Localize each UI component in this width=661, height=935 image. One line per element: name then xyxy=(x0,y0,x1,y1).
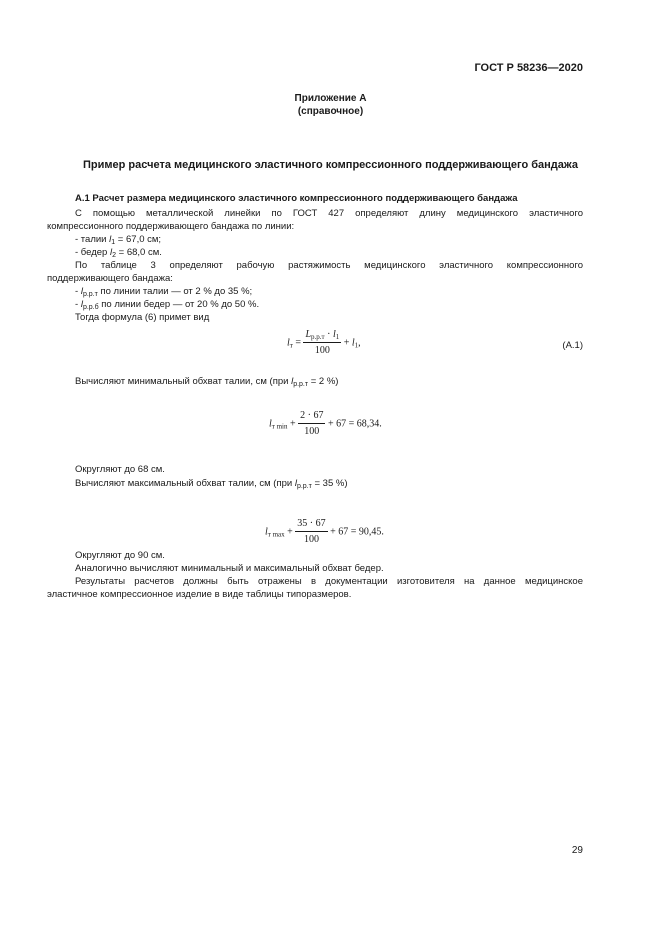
list-item-hip-stretch: - $l_{р.р.б}$ по линии бедер — от 20 % до 50 %. xyxy=(75,299,260,311)
section-heading: А.1 Расчет размера медицинского эластичного компрессионного поддерживающего бандажа xyxy=(75,193,518,204)
paragraph-2-line-2: поддерживающего бандажа: xyxy=(47,273,173,284)
page-number: 29 xyxy=(571,845,583,856)
formula-a1: $l_т$ = $\frac{L_{р.р.т} \cdot l_1}{100}$ + $l_1$, xyxy=(287,329,361,356)
list-item-waist-stretch: - $l_{р.р.т}$ по линии талии — от 2 % до 35 %; xyxy=(75,286,253,298)
paragraph-2-line-1: По таблице 3 определяют рабочую растяжимость медицинского эластичного компрессионного xyxy=(75,260,583,271)
paragraph-7: Округляют до 90 см. xyxy=(75,550,165,561)
formula-a1-fraction: $\frac{L_{р.р.т} \cdot l_1}{100}$ xyxy=(305,329,340,356)
formula-min-fraction: $\frac{2 \cdot 67}{100}$ xyxy=(300,410,324,437)
paragraph-6: Вычисляют максимальный обхват талии, см (при $l_{р.р.т} = 35$ %) xyxy=(75,478,348,490)
list-item-waist-length: - талии $l_1 = 67,0$ см; xyxy=(75,234,162,246)
paragraph-5: Округляют до 68 см. xyxy=(75,464,165,475)
formula-max-fraction: $\frac{35 \cdot 67}{100}$ xyxy=(297,518,326,545)
paragraph-9-line-1: Результаты расчетов должны быть отражены в документации изготовителя на данное медицинское xyxy=(75,576,583,587)
annex-label: Приложение А xyxy=(294,93,367,104)
annex-heading xyxy=(0,92,661,118)
annex-title: Пример расчета медицинского эластичного компрессионного поддерживающего бандажа xyxy=(83,159,578,171)
paragraph-3: Тогда формула (6) примет вид xyxy=(75,312,210,323)
document-header: ГОСТ Р 58236—2020 xyxy=(474,62,583,74)
formula-min-waist: $l_{т min}$ + $\frac{2 \cdot 67}{100}$ + 67 = 68,34. xyxy=(269,410,382,437)
paragraph-9-line-2: эластичное компрессионное изделие в виде таблицы типоразмеров. xyxy=(47,589,352,600)
paragraph-1-line-2: компрессионного поддерживающего бандажа по линии: xyxy=(47,221,295,232)
list-item-hip-length: - бедер $l_2 = 68,0$ см. xyxy=(75,247,162,259)
formula-a1-number: (А.1) xyxy=(562,340,583,351)
paragraph-1-line-1: С помощью металлической линейки по ГОСТ 427 определяют длину медицинского эластичного xyxy=(75,208,583,219)
formula-max-waist: $l_{т max}$ + $\frac{35 \cdot 67}{100}$ + 67 = 90,45. xyxy=(265,518,384,545)
paragraph-8: Аналогично вычисляют минимальный и максимальный обхват бедер. xyxy=(75,563,384,574)
annex-kind: (справочное) xyxy=(297,106,364,117)
paragraph-4: Вычисляют минимальный обхват талии, см (при $l_{р.р.т} = 2$ %) xyxy=(75,376,339,388)
